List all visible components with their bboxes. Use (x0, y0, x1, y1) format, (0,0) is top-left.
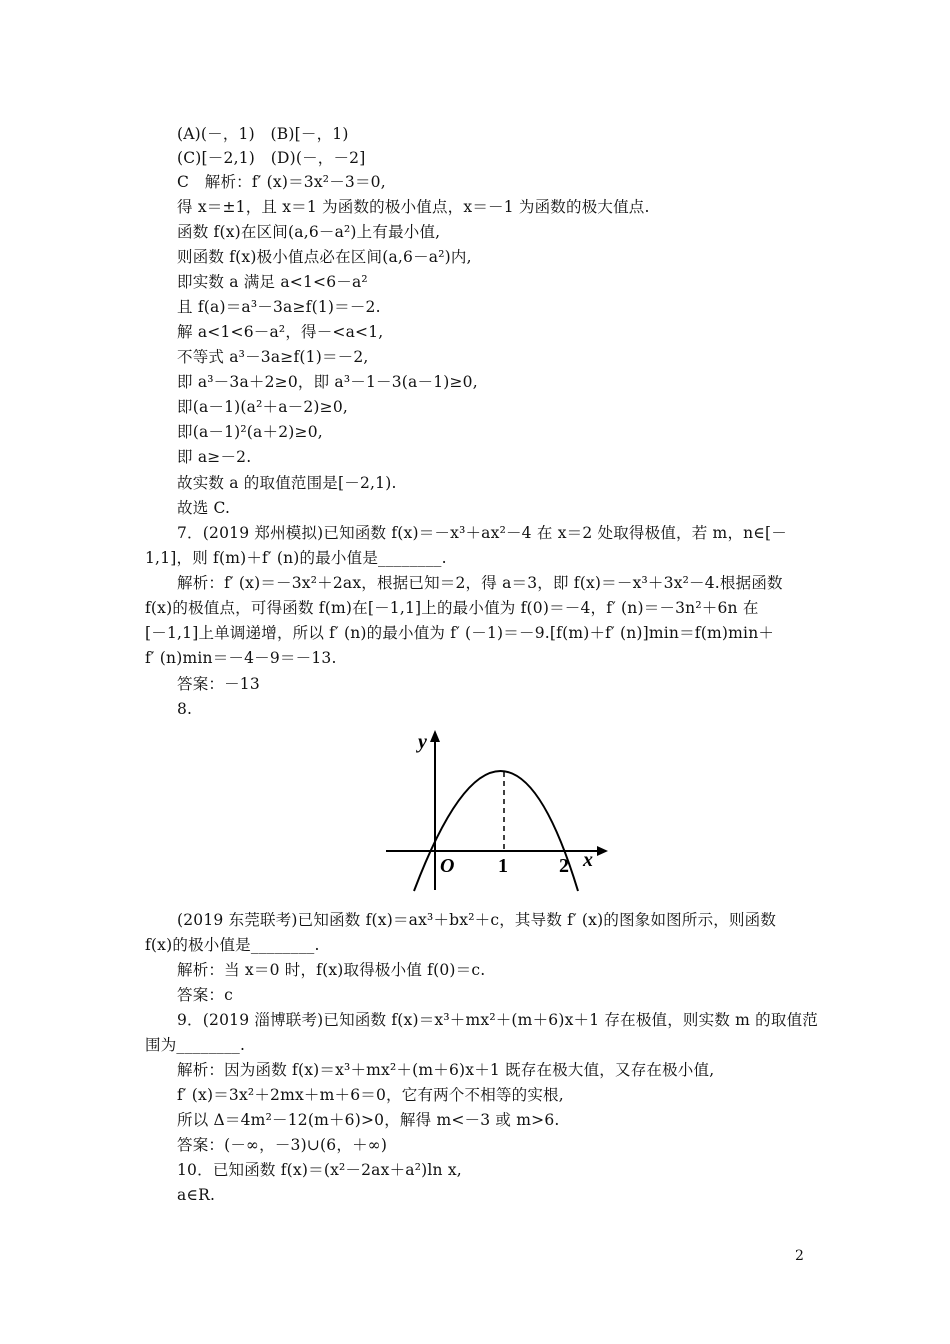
text-line: (C)[－2,1) (D)(－，－2] (177, 149, 366, 167)
problem-9-solution: 所以 Δ＝4m²－12(m＋6)>0，解得 m<－3 或 m>6. (177, 1111, 560, 1129)
text-line: 即 a³－3a＋2≥0，即 a³－1－3(a－1)≥0, (177, 373, 478, 391)
text-line: 不等式 a³－3a≥f(1)＝－2, (177, 348, 369, 366)
problem-7-solution: 解析：f′ (x)＝－3x²＋2ax，根据已知＝2，得 a＝3，即 f(x)＝－x³＋3x²－4.根据函数 (177, 574, 783, 592)
problem-8-number: 8. (177, 700, 193, 718)
text-line: 函数 f(x)在区间(a,6－a²)上有最小值, (177, 223, 441, 241)
problem-10-line-2: a∈R. (177, 1186, 216, 1204)
problem-9-solution: 解析：因为函数 f(x)＝x³＋mx²＋(m＋6)x＋1 既存在极大值，又存在极小值, (177, 1061, 715, 1079)
problem-8-solution: 解析：当 x＝0 时，f(x)取得极小值 f(0)＝c. (177, 961, 486, 979)
tick-label-2: 2 (559, 855, 569, 877)
origin-label: O (440, 855, 455, 877)
y-axis-label: y (418, 731, 427, 753)
problem-9-line-1: 9．(2019 淄博联考)已知函数 f(x)＝x³＋mx²＋(m＋6)x＋1 存在极值，则实数 m 的取值范 (177, 1011, 818, 1029)
text-line: C 解析：f′ (x)＝3x²－3＝0, (177, 173, 386, 191)
problem-9-answer: 答案：(－∞，－3)∪(6，＋∞) (177, 1136, 388, 1154)
problem-7-solution: f(x)的极值点，可得函数 f(m)在[－1,1]上的最小值为 f(0)＝－4，f′ (n)＝－3n²＋6n 在 (145, 599, 759, 617)
problem-9-line-2: 围为________. (145, 1036, 246, 1054)
text-line: 即(a－1)(a²＋a－2)≥0, (177, 398, 349, 416)
text-line: 则函数 f(x)极小值点必在区间(a,6－a²)内, (177, 248, 472, 266)
text-line: 故实数 a 的取值范围是[－2,1). (177, 474, 397, 492)
text-line: 即(a－1)²(a＋2)≥0, (177, 423, 323, 441)
text-line: 即 a≥－2. (177, 448, 252, 466)
y-axis-arrow (430, 730, 440, 742)
problem-9-solution: f′ (x)＝3x²＋2mx＋m＋6＝0，它有两个不相等的实根, (177, 1086, 564, 1104)
problem-7-answer: 答案：－13 (177, 675, 260, 693)
x-axis-arrow (597, 846, 608, 856)
problem-10-line-1: 10．已知函数 f(x)＝(x²－2ax＋a²)ln x, (177, 1161, 462, 1179)
problem-7-line-1: 7．(2019 郑州模拟)已知函数 f(x)＝－x³＋ax²－4 在 x＝2 处取得极值，若 m，n∈[－ (177, 524, 787, 542)
problem-7-solution: f′ (n)min＝－4－9＝－13. (145, 649, 337, 667)
tick-label-1: 1 (498, 855, 508, 877)
text-line: 得 x＝±1，且 x＝1 为函数的极小值点，x＝－1 为函数的极大值点. (177, 198, 650, 216)
text-line: 故选 C. (177, 499, 231, 517)
problem-7-line-2: 1,1]，则 f(m)＋f′ (n)的最小值是________. (145, 549, 447, 567)
problem-7-solution: [－1,1]上单调递增，所以 f′ (n)的最小值为 f′ (－1)＝－9.[f(m)＋f′ (n)]min＝f(m)min＋ (145, 624, 775, 642)
text-line: (A)(－，1) (B)[－，1) (177, 125, 349, 143)
problem-8-answer: 答案：c (177, 986, 233, 1004)
problem-8-line-2: f(x)的极小值是________. (145, 936, 320, 954)
text-line: 即实数 a 满足 a<1<6－a² (177, 273, 368, 291)
parabola-curve (414, 771, 578, 891)
text-line: 解 a<1<6－a²，得－<a<1, (177, 323, 384, 341)
problem-8-line-1: (2019 东莞联考)已知函数 f(x)＝ax³＋bx²＋c，其导数 f′ (x)的图象如图所示，则函数 (177, 911, 777, 929)
page-number: 2 (795, 1248, 804, 1264)
x-axis-label: x (583, 849, 593, 871)
derivative-graph (378, 728, 618, 898)
text-line: 且 f(a)＝a³－3a≥f(1)＝－2. (177, 298, 381, 316)
